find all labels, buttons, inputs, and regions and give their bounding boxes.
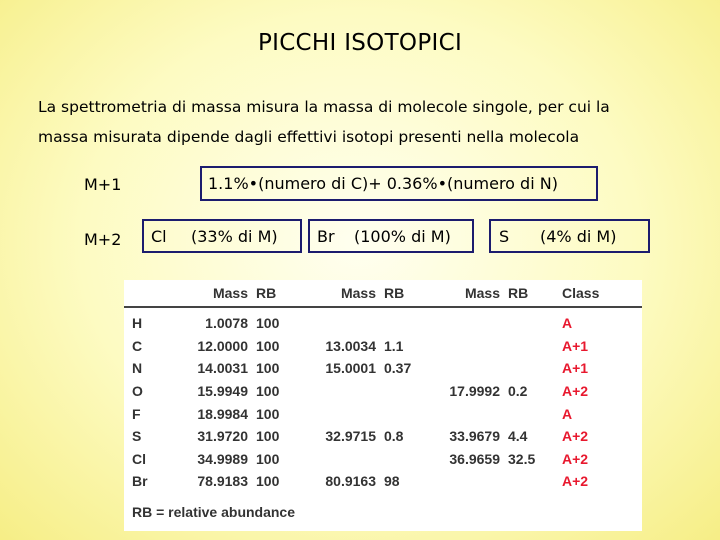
s-value: (4% di M) [540,226,617,246]
cell-rb-1: 100 [256,405,280,422]
cell-rb-2: 0.37 [384,360,412,377]
header-rb-3: RB [504,280,548,307]
isotope-table [124,280,642,531]
cell-mass-2 [300,402,380,425]
cell-element: H [132,315,143,332]
br-box [308,219,474,253]
table-header-row [124,280,642,307]
cell-mass-1: 12.0000 [197,337,248,354]
table-row [124,448,642,471]
cell-element: S [132,428,142,445]
cell-mass-2: 80.9163 [325,473,376,490]
cell-mass-1: 15.9949 [197,383,248,400]
intro-paragraph [38,92,698,152]
cell-rb-3 [504,307,548,335]
cell-rb-2 [380,380,424,403]
cell-mass-3: 17.9992 [449,383,500,400]
cell-mass-1: 1.0078 [205,315,248,332]
cell-rb-3 [504,402,548,425]
cl-element: Cl [151,226,167,246]
cell-rb-1: 100 [256,450,280,467]
cell-element: Br [132,473,148,490]
m2-label: M+2 [84,230,122,249]
header-mass-3: Mass [424,280,504,307]
table-row [124,380,642,403]
cell-rb-2: 0.8 [384,428,404,445]
header-mass-1: Mass [172,280,252,307]
table-row [124,402,642,425]
cell-rb-3: 0.2 [508,383,528,400]
cell-rb-3 [504,357,548,380]
table-row [124,470,642,493]
cell-mass-1: 31.9720 [197,428,248,445]
cell-element: N [132,360,143,377]
cell-mass-2: 32.9715 [325,428,376,445]
intro-line-2: massa misurata dipende dagli effettivi isotopi presenti nella molecola [38,128,580,146]
header-rb-1: RB [252,280,300,307]
cell-rb-1: 100 [256,473,280,490]
cell-element: F [132,405,141,422]
cell-rb-1: 100 [256,428,280,445]
cell-rb-2: 1.1 [384,337,404,354]
cell-mass-2 [300,307,380,335]
table-row [124,307,642,335]
header-rb-2: RB [380,280,424,307]
cell-rb-1: 100 [256,337,280,354]
cell-mass-3 [424,470,504,493]
cell-rb-1: 100 [256,360,280,377]
cell-rb-2: 98 [384,473,400,490]
cell-class: A+1 [562,337,589,354]
cell-rb-3: 32.5 [508,450,536,467]
cl-value: (33% di M) [191,226,278,246]
cl-box [142,219,302,253]
cell-rb-2 [380,307,424,335]
cell-mass-3: 36.9659 [449,450,500,467]
br-element: Br [317,226,335,246]
cell-mass-3 [424,402,504,425]
cell-class: A+2 [562,450,589,467]
cell-class: A+1 [562,360,589,377]
cell-element: C [132,337,143,354]
cell-mass-1: 18.9984 [197,405,248,422]
cell-class: A [562,405,573,422]
cell-class: A+2 [562,383,589,400]
cell-mass-3 [424,335,504,358]
table-footnote: RB = relative abundance [132,504,296,521]
header-element [124,280,172,307]
cell-rb-1: 100 [256,315,280,332]
cell-mass-3 [424,357,504,380]
cell-class: A [562,315,573,332]
cell-mass-3 [424,307,504,335]
cell-rb-2 [380,448,424,471]
cell-rb-3 [504,470,548,493]
cell-element: Cl [132,450,146,467]
table-row [124,357,642,380]
s-element: S [499,226,510,246]
cell-rb-2 [380,402,424,425]
m1-formula: 1.1%•(numero di C)+ 0.36%•(numero di N) [208,174,558,193]
header-class: Class [548,280,642,307]
cell-class: A+2 [562,428,589,445]
cell-mass-1: 78.9183 [197,473,248,490]
cell-mass-1: 34.9989 [197,450,248,467]
m1-label: M+1 [84,175,122,194]
cell-mass-3: 33.9679 [449,428,500,445]
cell-element: O [132,383,143,400]
table-footnote-row [124,493,642,532]
cell-mass-2: 13.0034 [325,337,376,354]
cell-rb-1: 100 [256,383,280,400]
intro-line-1: La spettrometria di massa misura la massa di molecole singole, per cui la [38,98,610,116]
page-title: PICCHI ISOTOPICI [257,30,463,56]
table-row [124,335,642,358]
s-box [489,219,650,253]
table-row [124,425,642,448]
br-value: (100% di M) [354,226,451,246]
cell-mass-1: 14.0031 [197,360,248,377]
cell-mass-2 [300,380,380,403]
cell-mass-2: 15.0001 [325,360,376,377]
cell-rb-3: 4.4 [508,428,528,445]
cell-class: A+2 [562,473,589,490]
cell-mass-2 [300,448,380,471]
header-mass-2: Mass [300,280,380,307]
m1-formula-box [200,166,598,201]
cell-rb-3 [504,335,548,358]
